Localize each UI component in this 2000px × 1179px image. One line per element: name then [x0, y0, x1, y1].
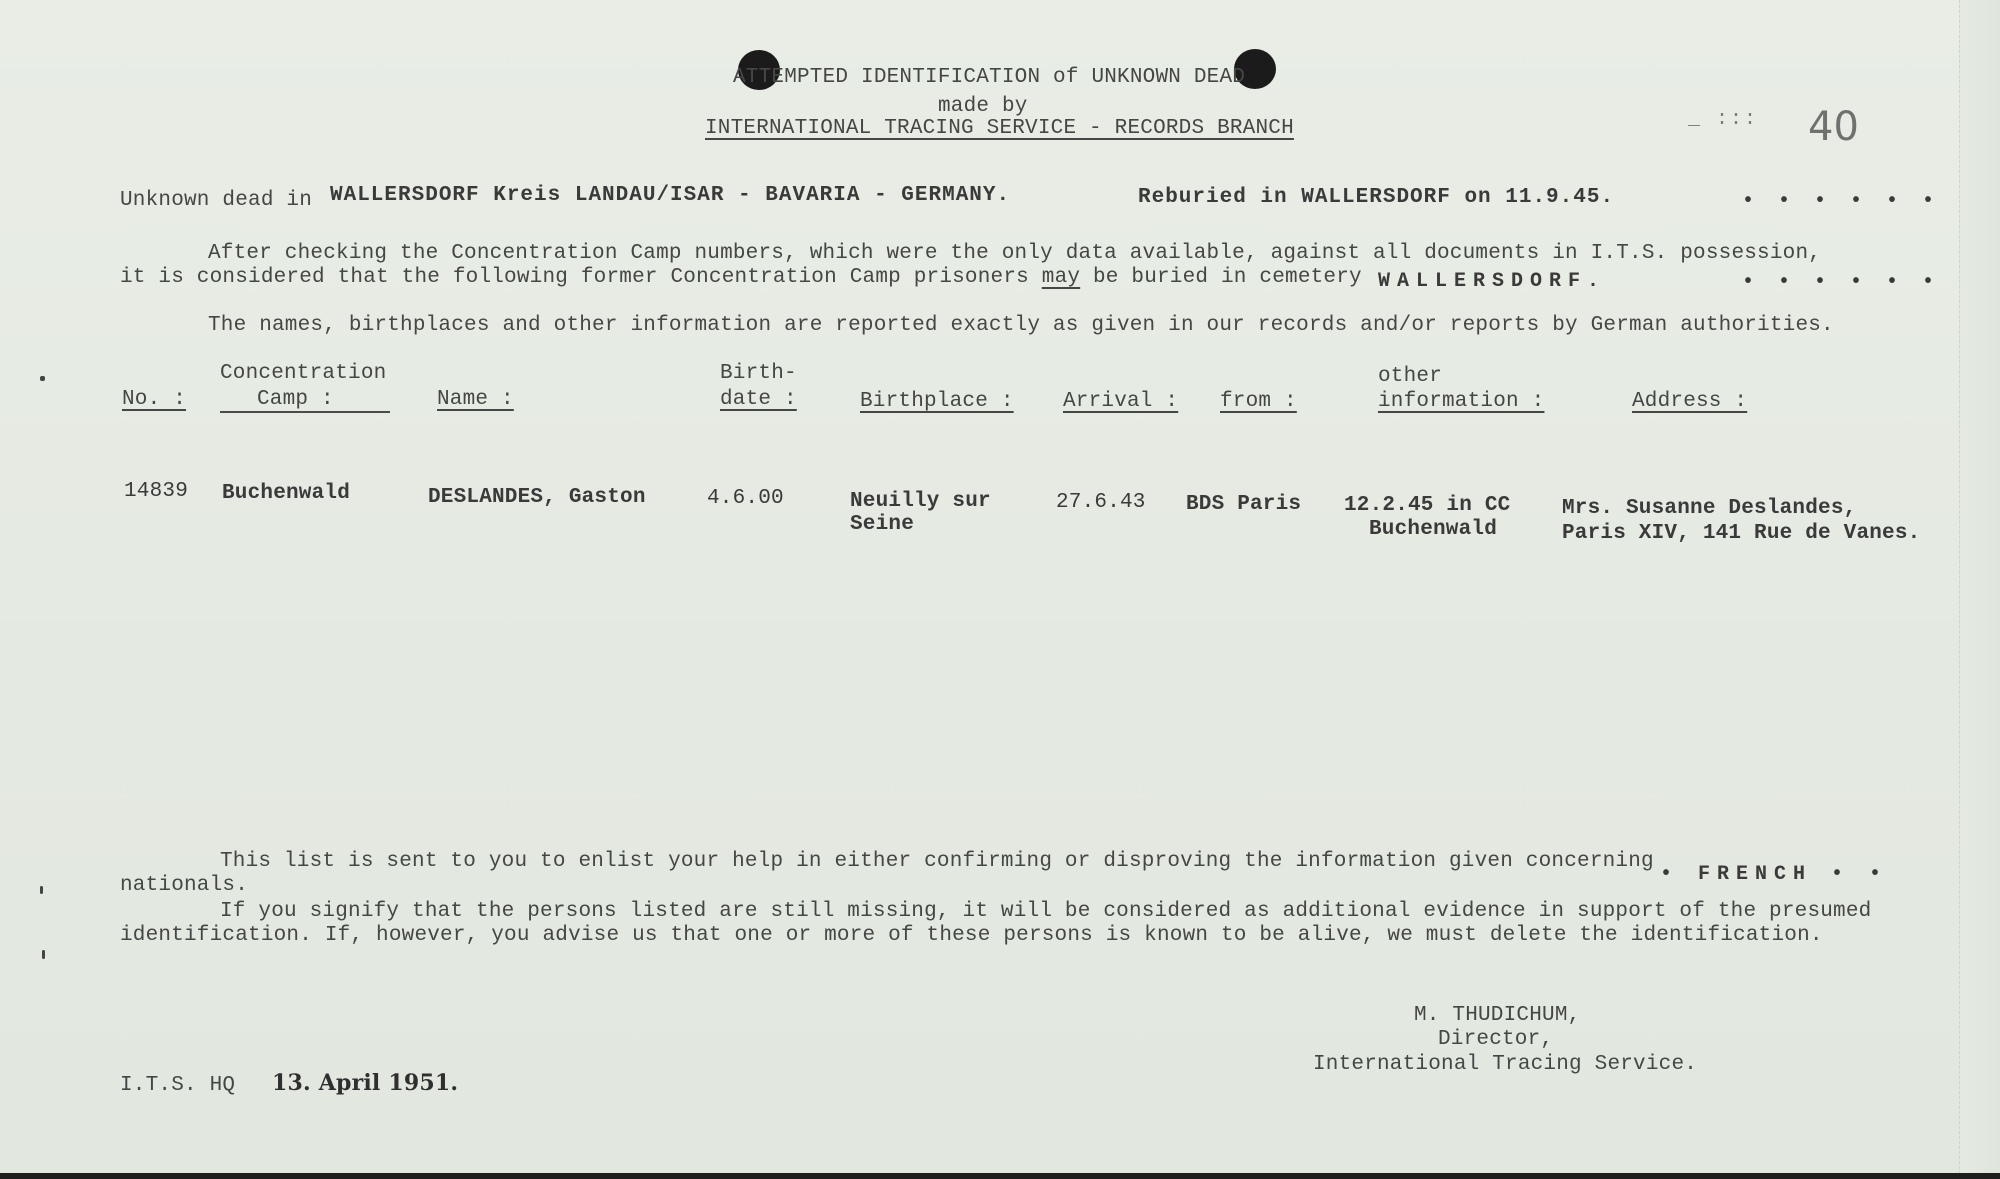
- header-camp-bottom: Camp :: [257, 388, 334, 411]
- cell-birthplace-2: Seine: [850, 513, 915, 536]
- nationality-text: FRENCH: [1698, 863, 1813, 886]
- footer-date: 13. April 1951.: [272, 1070, 459, 1096]
- header-arrival: Arrival :: [1063, 390, 1179, 413]
- cell-address-1: Mrs. Susanne Deslandes,: [1562, 497, 1857, 520]
- margin-mark: [40, 376, 45, 381]
- signatory-name: M. THUDICHUM,: [1414, 1004, 1581, 1027]
- cell-no: 14839: [124, 480, 189, 503]
- cell-address-2: Paris XIV, 141 Rue de Vanes.: [1562, 522, 1921, 545]
- cell-other-1: 12.2.45 in CC: [1344, 494, 1511, 517]
- header-other-bottom: information :: [1378, 390, 1545, 413]
- header-camp-top: Concentration: [220, 362, 387, 385]
- location-reburied: Reburied in WALLERSDORF on 11.9.45.: [1138, 186, 1615, 209]
- closing-line3: If you signify that the persons listed are still missing, it will be considered as additional evidence in support of the presumed: [220, 900, 1872, 923]
- header-camp-underline: [220, 411, 390, 413]
- header-organization: INTERNATIONAL TRACING SERVICE - RECORDS BRANCH: [705, 117, 1294, 140]
- cell-from: BDS Paris: [1186, 493, 1302, 516]
- nationality: • FRENCH • •: [1660, 863, 1889, 886]
- location-prefix: Unknown dead in: [120, 189, 313, 212]
- page-number: 40: [1808, 104, 1859, 150]
- signatory-org: International Tracing Service.: [1313, 1053, 1698, 1076]
- header-birthplace: Birthplace :: [860, 390, 1014, 413]
- closing-line4: identification. If, however, you advise us that one or more of these persons is known to be alive, we must delete the identification.: [120, 924, 1823, 947]
- header-made-by: made by: [938, 95, 1028, 118]
- header-birthdate-bottom: date :: [720, 388, 797, 411]
- page-number-marks: _ :::: [1688, 108, 1759, 131]
- header-other-top: other: [1378, 365, 1443, 388]
- header-from: from :: [1220, 390, 1297, 413]
- header-name: Name :: [437, 388, 514, 411]
- records-note: The names, birthplaces and other information are reported exactly as given in our records and/or reports by German authorities.: [208, 314, 1834, 337]
- location-dots: • • • • • •: [1742, 190, 1941, 213]
- cemetery-name: WALLERSDORF.: [1378, 270, 1607, 293]
- margin-mark: [40, 886, 43, 894]
- intro-text-may: may: [1041, 266, 1081, 289]
- header-birthdate-top: Birth-: [720, 362, 797, 385]
- header-no: No. :: [122, 388, 187, 411]
- location-place: WALLERSDORF Kreis LANDAU/ISAR - BAVARIA - GERMANY.: [330, 184, 1011, 207]
- footer-hq: I.T.S. HQ: [120, 1074, 236, 1097]
- signatory-title: Director,: [1438, 1028, 1554, 1051]
- cell-birthdate: 4.6.00: [707, 487, 784, 510]
- intro-paragraph-line1: After checking the Concentration Camp numbers, which were the only data available, against all documents in I.T.S. possession,: [208, 242, 1822, 265]
- cell-name: DESLANDES, Gaston: [428, 486, 646, 509]
- header-address: Address :: [1632, 390, 1748, 413]
- closing-line2: nationals.: [120, 874, 249, 897]
- page-edge: [1959, 0, 2000, 1179]
- cell-camp: Buchenwald: [222, 482, 351, 505]
- cell-birthplace-1: Neuilly sur: [850, 490, 991, 513]
- intro-paragraph-line2: [120, 266, 1362, 289]
- intro-text-a: it is considered that the following former Concentration Camp prisoners: [120, 266, 1029, 289]
- cell-other-2: Buchenwald: [1369, 518, 1498, 541]
- intro-text-b: be buried in cemetery: [1092, 266, 1362, 289]
- header-title: ATTEMPTED IDENTIFICATION of UNKNOWN DEAD: [733, 66, 1246, 89]
- margin-mark: [42, 950, 45, 959]
- cemetery-dots: • • • • • •: [1742, 271, 1941, 294]
- cell-arrival: 27.6.43: [1056, 491, 1146, 514]
- page-bottom-edge: [0, 1173, 2000, 1179]
- closing-line1: This list is sent to you to enlist your help in either confirming or disproving the information given concerning: [220, 850, 1654, 873]
